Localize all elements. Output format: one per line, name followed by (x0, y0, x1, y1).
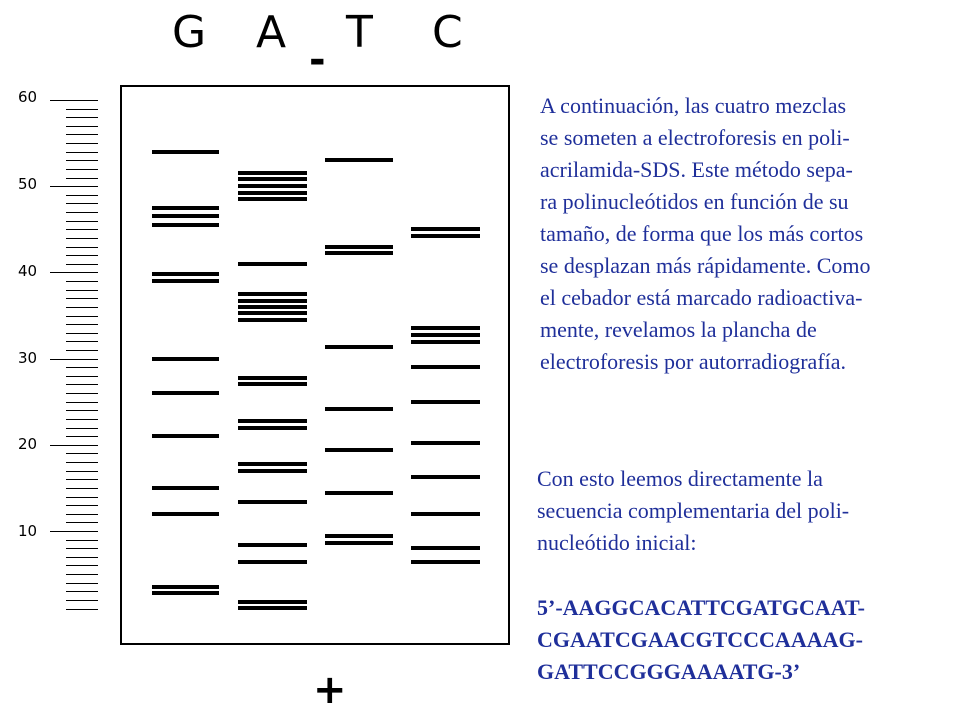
gel-band-a (238, 262, 307, 266)
gel-band-a (238, 191, 307, 195)
gel-band-c (411, 340, 480, 344)
gel-band-g (152, 512, 219, 516)
gel-band-g (152, 279, 219, 283)
gel-band-a (238, 426, 307, 430)
ruler-tick (66, 117, 98, 118)
ruler-tick (66, 583, 98, 584)
explanation-line: el cebador está marcado radioactiva- (540, 285, 863, 310)
ruler-label-60: 60 (18, 88, 38, 106)
gel-band-c (411, 512, 480, 516)
ruler-tick (66, 221, 98, 222)
ruler-tick (66, 350, 98, 351)
gel-band-a (238, 543, 307, 547)
gel-band-a (238, 305, 307, 309)
ruler-tick (66, 479, 98, 480)
explanation-line: tamaño, de forma que los más cortos (540, 221, 864, 246)
ruler-tick (66, 591, 98, 592)
gel-band-g (152, 585, 219, 589)
gel-band-g (152, 223, 219, 227)
gel-band-a (238, 318, 307, 322)
gel-band-t (325, 407, 393, 411)
ruler-label-30: 30 (18, 349, 38, 367)
ruler-tick (66, 255, 98, 256)
ruler-tick (66, 522, 98, 523)
reading-line: secuencia complementaria del poli- (537, 498, 850, 523)
explanation-line: electroforesis por autorradiografía. (540, 349, 847, 374)
ruler-tick (66, 143, 98, 144)
gel-band-g (152, 591, 219, 595)
explanation-line: acrilamida-SDS. Este método sepa- (540, 157, 853, 182)
ruler-tick (66, 212, 98, 213)
gel-band-g (152, 486, 219, 490)
ruler-tick (66, 462, 98, 463)
ruler-tick (66, 341, 98, 342)
ruler-tick (66, 169, 98, 170)
gel-band-g (152, 272, 219, 276)
gel-band-a (238, 299, 307, 303)
ruler-tick (66, 316, 98, 317)
gel-band-c (411, 475, 480, 479)
explanation-line: A continuación, las cuatro mezclas (540, 93, 847, 118)
ruler-label-40: 40 (18, 262, 38, 280)
ruler-label-10: 10 (18, 522, 38, 540)
ruler-tick (66, 298, 98, 299)
gel-band-t (325, 541, 393, 545)
gel-band-g (152, 150, 219, 154)
ruler-tick (66, 203, 98, 204)
lane-label-a: A (256, 7, 287, 58)
lane-label-c: C (432, 7, 463, 58)
gel-band-a (238, 382, 307, 386)
ruler-tick (50, 186, 98, 187)
gel-band-t (325, 345, 393, 349)
ruler-tick (66, 600, 98, 601)
gel-band-a (238, 311, 307, 315)
ruler-tick (66, 160, 98, 161)
gel-band-a (238, 292, 307, 296)
reading-line: Con esto leemos directamente la (537, 466, 823, 491)
gel-band-a (238, 606, 307, 610)
sequence-line: GATTCCGGGAAAATG-3’ (537, 659, 801, 684)
ruler-tick (66, 333, 98, 334)
gel-band-c (411, 400, 480, 404)
gel-band-a (238, 419, 307, 423)
ruler-tick (66, 229, 98, 230)
gel-band-t (325, 534, 393, 538)
ruler-tick (66, 109, 98, 110)
positive-pole-label: + (313, 667, 347, 713)
ruler-tick (66, 505, 98, 506)
gel-band-a (238, 177, 307, 181)
ruler-tick (66, 609, 98, 610)
ruler-tick (66, 488, 98, 489)
ruler-tick (50, 272, 98, 273)
negative-pole-label: - (309, 37, 326, 83)
ruler-tick (66, 247, 98, 248)
gel-band-g (152, 434, 219, 438)
gel-band-a (238, 600, 307, 604)
gel-band-g (152, 391, 219, 395)
ruler-tick (66, 557, 98, 558)
ruler-tick (66, 178, 98, 179)
gel-band-c (411, 560, 480, 564)
ruler-tick (66, 238, 98, 239)
ruler-label-50: 50 (18, 175, 38, 193)
ruler-tick (66, 574, 98, 575)
ruler-tick (66, 419, 98, 420)
lane-label-g: G (172, 7, 207, 58)
ruler-tick (66, 402, 98, 403)
gel-band-a (238, 171, 307, 175)
gel-band-a (238, 197, 307, 201)
gel-band-g (152, 214, 219, 218)
ruler-tick (50, 100, 98, 101)
ruler-tick (66, 471, 98, 472)
gel-band-t (325, 491, 393, 495)
ruler-tick (66, 367, 98, 368)
ruler-tick (66, 514, 98, 515)
explanation-paragraph (540, 90, 871, 378)
ruler-tick (66, 428, 98, 429)
lane-label-t: T (346, 7, 373, 58)
dna-sequence (537, 592, 865, 688)
ruler-tick (66, 393, 98, 394)
ruler-tick (66, 548, 98, 549)
gel-band-a (238, 500, 307, 504)
reading-line: nucleótido inicial: (537, 530, 697, 555)
ruler-tick (66, 540, 98, 541)
gel-band-c (411, 333, 480, 337)
ruler-tick (50, 531, 98, 532)
reading-paragraph (537, 463, 849, 559)
ruler-tick (66, 281, 98, 282)
gel-band-g (152, 206, 219, 210)
ruler-tick (66, 290, 98, 291)
ruler-tick (66, 264, 98, 265)
gel-band-c (411, 441, 480, 445)
gel-band-a (238, 376, 307, 380)
gel-band-t (325, 158, 393, 162)
gel-band-a (238, 560, 307, 564)
gel-band-a (238, 469, 307, 473)
gel-band-c (411, 234, 480, 238)
gel-band-t (325, 245, 393, 249)
explanation-line: se someten a electroforesis en poli- (540, 125, 850, 150)
ruler-tick (66, 195, 98, 196)
explanation-line: se desplazan más rápidamente. Como (540, 253, 871, 278)
ruler-tick (66, 565, 98, 566)
gel-band-a (238, 462, 307, 466)
explanation-line: ra polinucleótidos en función de su (540, 189, 849, 214)
ruler-tick (66, 376, 98, 377)
gel-band-t (325, 448, 393, 452)
ruler-tick (66, 307, 98, 308)
gel-band-c (411, 227, 480, 231)
ruler-tick (50, 445, 98, 446)
ruler-tick (66, 324, 98, 325)
ruler-tick (66, 134, 98, 135)
gel-band-c (411, 326, 480, 330)
ruler-tick (66, 497, 98, 498)
gel-band-t (325, 251, 393, 255)
gel-band-c (411, 546, 480, 550)
ruler-tick (66, 152, 98, 153)
ruler-tick (50, 359, 98, 360)
ruler-tick (66, 436, 98, 437)
ruler-tick (66, 410, 98, 411)
explanation-line: mente, revelamos la plancha de (540, 317, 817, 342)
ruler-label-20: 20 (18, 435, 38, 453)
sequence-line: 5’-AAGGCACATTCGATGCAAT- (537, 595, 865, 620)
gel-band-a (238, 184, 307, 188)
ruler-tick (66, 384, 98, 385)
gel-band-g (152, 357, 219, 361)
ruler-tick (66, 453, 98, 454)
sequence-line: CGAATCGAACGTCCCAAAAG- (537, 627, 863, 652)
ruler-tick (66, 126, 98, 127)
gel-band-c (411, 365, 480, 369)
